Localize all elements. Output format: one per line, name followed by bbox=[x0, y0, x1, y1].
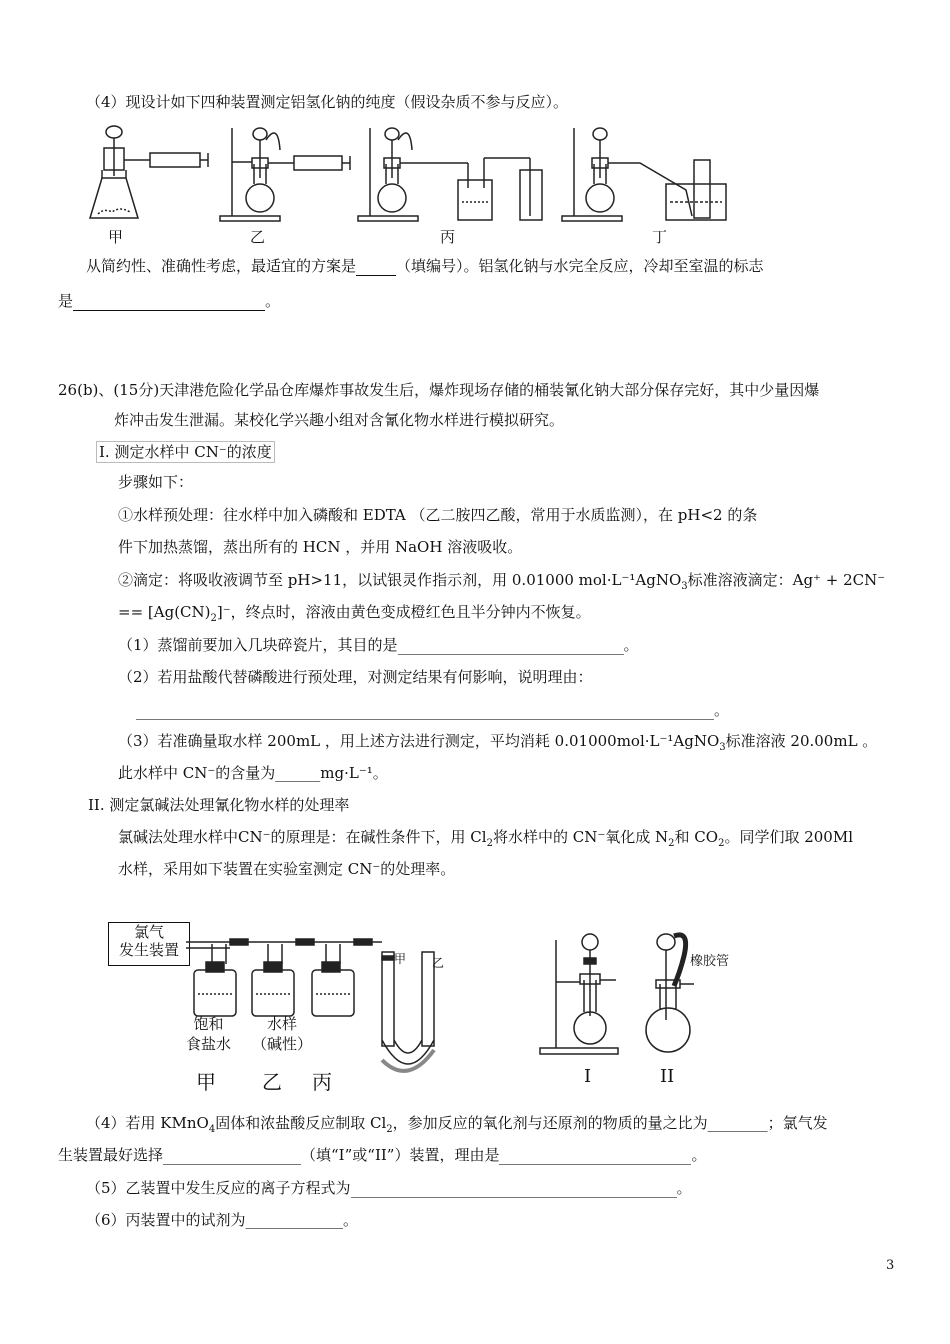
fig2-label-bing: 丙 bbox=[312, 1070, 332, 1094]
bottle2-label: 水样 （碱性） bbox=[252, 1015, 313, 1053]
step2-a: ②滴定：将吸收液调节至 pH>11，以试银灵作指示剂，用 0.01000 mol·L⁻¹AgNO$_3$标准溶液滴定：Ag⁺ + 2CN⁻ bbox=[118, 571, 886, 592]
apparatus-label-I: I bbox=[584, 1066, 592, 1087]
answer-blank-q2[interactable] bbox=[136, 703, 714, 720]
question-1: （1）蒸馏前要加入几块碎瓷片，其目的是 。 bbox=[118, 636, 639, 654]
answer-blank-q3[interactable]: ______ bbox=[275, 764, 321, 782]
answer-blank-scheme[interactable] bbox=[356, 259, 396, 276]
question-3-b: 此水样中 CN⁻的含量为______mg·L⁻¹。 bbox=[118, 764, 388, 782]
answer-blank-q1[interactable] bbox=[398, 638, 624, 655]
answer-blank-cooling-sign[interactable] bbox=[73, 294, 265, 311]
answer-blank-q4-device[interactable] bbox=[163, 1148, 301, 1165]
steps-title: 步骤如下： bbox=[118, 473, 194, 491]
q4-stem: （4）现设计如下四种装置测定铝氢化钠的纯度（假设杂质不参与反应）。 bbox=[86, 93, 569, 111]
answer-blank-q4-ratio[interactable]: ________ bbox=[707, 1114, 768, 1132]
part2-principle-b: 水样，采用如下装置在实验室测定 CN⁻的处理率。 bbox=[118, 860, 456, 878]
page-number: 3 bbox=[886, 1258, 895, 1273]
fig2-label-yi: 乙 bbox=[262, 1070, 282, 1094]
question-5: （5）乙装置中发生反应的离子方程式为 。 bbox=[86, 1179, 692, 1197]
question-4-b: 生装置最好选择 （填“I”或“II”）装置，理由是 。 bbox=[58, 1146, 707, 1164]
fig2-label-jia: 甲 bbox=[196, 1070, 216, 1094]
bottle1-label: 饱和 食盐水 bbox=[186, 1015, 232, 1053]
step2-b: == $[Ag(CN)_2]^-$，终点时，溶液由黄色变成橙红色且半分钟内不恢复。 bbox=[118, 603, 591, 624]
question-2-answer-line: 。 bbox=[136, 700, 729, 720]
part2-principle-a: 氯碱法处理水样中CN⁻的原理是：在碱性条件下，用 $Cl_2$将水样中的 CN⁻氧化成 $N_2$和 $CO_2$。同学们取 200Ml bbox=[118, 828, 853, 849]
answer-blank-q6[interactable]: _____________ bbox=[245, 1211, 344, 1229]
answer-blank-q4-reason[interactable] bbox=[499, 1148, 691, 1165]
answer-blank-q5[interactable] bbox=[351, 1181, 677, 1198]
u-tube-left-label: 甲 bbox=[394, 952, 407, 966]
question-3-a: （3）若准确量取水样 200mL ，用上述方法进行测定，平均消耗 0.01000mol·L⁻¹AgNO$_3$标准溶液 20.00mL 。 bbox=[118, 732, 878, 753]
fig1-label-yi: 乙 bbox=[250, 228, 266, 246]
q26-intro-1: 26(b)、(15分)天津港危险化学品仓库爆炸事故发生后，爆炸现场存储的桶装氰化钠大部分保存完好，其中少量因爆 bbox=[58, 381, 820, 399]
fig1-label-bing: 丙 bbox=[440, 228, 456, 246]
question-2: （2）若用盐酸代替磷酸进行预处理，对测定结果有何影响，说明理由： bbox=[118, 668, 593, 686]
question-6: （6）丙装置中的试剂为_____________。 bbox=[86, 1211, 359, 1229]
part2-title: II. 测定氯碱法处理氰化物水样的处理率 bbox=[88, 796, 350, 814]
question-4-a: （4）若用 KMnO$_4$固体和浓盐酸反应制取 $Cl_2$，参加反应的氧化剂与还原剂的物质的量之比为________；氯气发 bbox=[86, 1114, 828, 1135]
step1-a: ①水样预处理：往水样中加入磷酸和 EDTA （乙二胺四乙酸，常用于水质监测），在 pH<2 的条 bbox=[118, 506, 758, 524]
rubber-tube-label: 橡胶管 bbox=[690, 954, 730, 969]
fig1-label-ding: 丁 bbox=[652, 228, 668, 246]
fig1-label-jia: 甲 bbox=[108, 228, 124, 246]
q4-line1: 从简约性、准确性考虑，最适宜的方案是 （填编号）。铝氢化钠与水完全反应，冷却至室温的标志 bbox=[86, 257, 764, 275]
step1-b: 件下加热蒸馏，蒸出所有的 HCN ，并用 NaOH 溶液吸收。 bbox=[118, 538, 523, 556]
part1-title: I. 测定水样中 CN⁻的浓度 bbox=[96, 441, 275, 463]
q4-line2: 是 。 bbox=[58, 292, 281, 310]
apparatus-label-II: II bbox=[660, 1066, 675, 1087]
q26-intro-2: 炸冲击发生泄漏。某校化学兴趣小组对含氰化物水样进行模拟研究。 bbox=[114, 411, 565, 429]
apparatus-figure-1 bbox=[80, 118, 740, 226]
apparatus-figure-2 bbox=[186, 930, 456, 1086]
chlorine-generator-box: 氯气 发生装置 bbox=[108, 922, 190, 966]
generator-apparatus-figure bbox=[536, 924, 736, 1064]
u-tube-right-label: 乙 bbox=[432, 956, 445, 970]
